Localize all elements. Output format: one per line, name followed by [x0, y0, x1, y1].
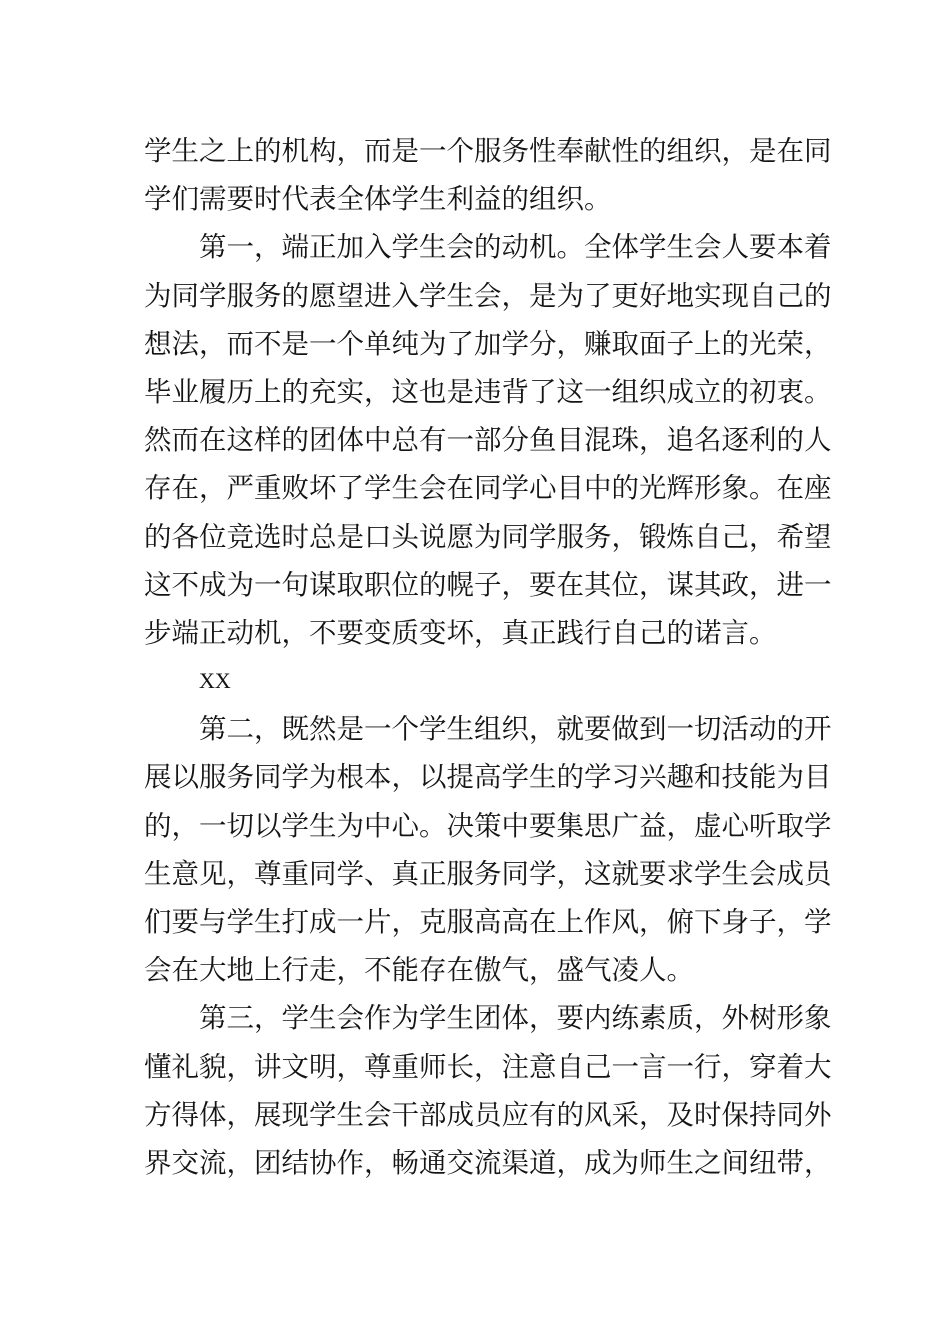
paragraph — [144, 994, 832, 1187]
paragraph — [144, 705, 832, 994]
text-line: 第一，端正加入学生会的动机。全体学生会人要本着 — [199, 231, 832, 264]
text-line: 生意见，尊重同学、真正服务同学，这就要求学生会成员 — [144, 857, 832, 890]
text-line: 懂礼貌，讲文明，尊重师长，注意自己一言一行，穿着大 — [144, 1050, 832, 1083]
text-line: 步端正动机，不要变质变坏，真正践行自己的诺言。 — [144, 616, 777, 649]
paragraph — [144, 127, 832, 223]
text-line: 会在大地上行走，不能存在傲气，盛气凌人。 — [144, 954, 694, 987]
text-line: 存在，严重败坏了学生会在同学心目中的光辉形象。在座 — [144, 472, 832, 505]
text-line: 想法，而不是一个单纯为了加学分，赚取面子上的光荣， — [144, 327, 832, 360]
text-line: 第二，既然是一个学生组织，就要做到一切活动的开 — [199, 713, 832, 746]
text-line: 们要与学生打成一片，克服高高在上作风，俯下身子，学 — [144, 906, 832, 938]
document-body — [144, 127, 832, 1187]
text-line: 为同学服务的愿望进入学生会，是为了更好地实现自己的 — [144, 279, 832, 312]
placeholder-marker: XX — [199, 668, 231, 694]
text-line: 展以服务同学为根本，以提高学生的学习兴趣和技能为目 — [144, 761, 832, 794]
text-line: 的，一切以学生为中心。决策中要集思广益，虚心听取学 — [144, 809, 832, 842]
text-line: 然而在这样的团体中总有一部分鱼目混珠，追名逐利的人 — [144, 424, 832, 457]
text-line: 方得体，展现学生会干部成员应有的风采，及时保持同外 — [144, 1098, 832, 1131]
paragraph — [144, 223, 832, 657]
text-line: 的各位竞选时总是口头说愿为同学服务，锻炼自己，希望 — [144, 520, 832, 553]
text-line: 界交流，团结协作，畅通交流渠道，成为师生之间纽带， — [144, 1146, 832, 1179]
text-line: 学生之上的机构，而是一个服务性奉献性的组织，是在同 — [144, 135, 832, 167]
text-line: 学们需要时代表全体学生利益的组织。 — [144, 183, 612, 216]
text-line: 毕业履历上的充实，这也是违背了这一组织成立的初衷。 — [144, 375, 832, 408]
text-line: 第三，学生会作为学生团体，要内练素质，外树形象 — [199, 1002, 832, 1035]
marker-line — [144, 657, 814, 705]
text-line: 这不成为一句谋取职位的幌子，要在其位，谋其政，进一 — [144, 568, 832, 601]
